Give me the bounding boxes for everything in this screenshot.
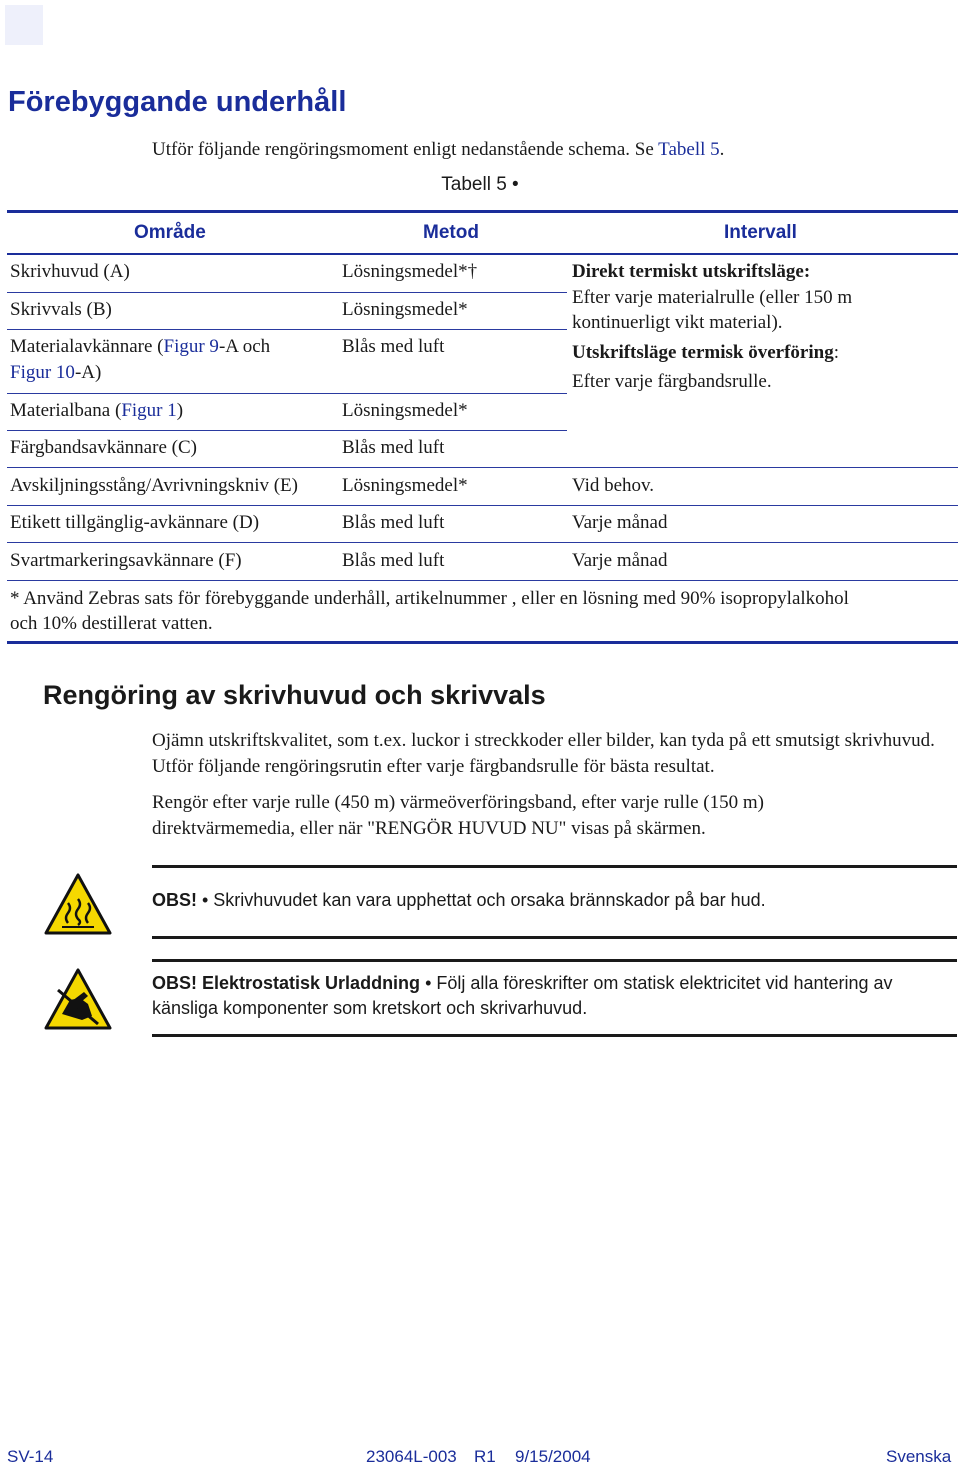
- area-cell: Skrivhuvud (A): [10, 261, 130, 282]
- method-cell: Blås med luft: [342, 437, 445, 458]
- caution-electrostatic: OBS! Elektrostatisk Urladdning • Följ alla föreskrifter om statisk elektricitet vid hantering av känsliga komponenter som kretskort och skrivarhuvud.: [152, 973, 893, 1018]
- interval-transfer-text: Efter varje färgbandsrulle.: [572, 371, 772, 392]
- footer-page-number: SV-14: [7, 1447, 54, 1466]
- caution-bottom-rule: [152, 936, 957, 939]
- caution-hot-printhead: OBS! • Skrivhuvudet kan vara upphettat och orsaka brännskador på bar hud.: [152, 890, 766, 910]
- table-header-rule: [7, 253, 958, 255]
- footer-revision: R1: [474, 1447, 496, 1466]
- method-cell: Lösningsmedel*: [342, 400, 468, 421]
- row-rule: [7, 430, 567, 431]
- row-rule: [7, 505, 958, 506]
- area-cell: Skrivvals (B): [10, 299, 112, 320]
- esd-icon: [44, 968, 112, 1035]
- section-paragraph-2: Rengör efter varje rulle (450 m) värmeöverföringsband, efter varje rulle (150 m) direktvärmemedia, eller när "RENGÖR HUVUD NU" visas på skärmen.: [152, 792, 764, 839]
- table-footnote-line1: * Använd Zebras sats för förebyggande underhåll, artikelnummer , eller en lösning med 90% isopropylalkohol: [10, 588, 849, 609]
- row-rule: [7, 467, 958, 468]
- column-header-method: Metod: [423, 222, 479, 243]
- table-top-rule: [7, 210, 958, 213]
- row-rule: [7, 542, 958, 543]
- method-cell: Lösningsmedel*: [342, 299, 468, 320]
- table-link[interactable]: Tabell 5: [658, 139, 720, 160]
- interval-as-needed: Vid behov.: [572, 475, 655, 496]
- page-tab-marker: [5, 5, 43, 45]
- method-cell: Blås med luft: [342, 550, 445, 571]
- area-cell: Etikett tillgänglig-avkännare (D): [10, 512, 260, 533]
- row-rule: [7, 329, 567, 330]
- area-cell: Avskiljningsstång/Avrivningskniv (E): [10, 475, 298, 496]
- page-title: Förebyggande underhåll: [8, 86, 347, 118]
- area-cell: Färgbandsavkännare (C): [10, 437, 197, 458]
- interval-direct-line2: kontinuerligt vikt material).: [572, 312, 783, 333]
- footer-doc-number: 23064L-003: [366, 1447, 457, 1466]
- caution-top-rule: [152, 865, 957, 868]
- intro-text: Utför följande rengöringsmoment enligt nedanstående schema. Se Tabell 5.: [152, 139, 725, 160]
- table-bottom-rule: [7, 641, 958, 644]
- area-cell: Svartmarkeringsavkännare (F): [10, 550, 242, 571]
- section-paragraph-1: Ojämn utskriftskvalitet, som t.ex. luckor i streckkoder eller bilder, kan tyda på ett smutsigt skrivhuvud. Utför följande rengöringsrutin efter varje färgbandsrulle för bästa resultat.: [152, 730, 935, 777]
- interval-transfer-title: Utskriftsläge termisk överföring:: [572, 342, 839, 363]
- area-cell: Materialavkännare (Figur 9-A och: [10, 336, 271, 357]
- column-header-area: Område: [134, 222, 206, 243]
- row-rule: [7, 580, 958, 581]
- interval-direct-title: Direkt termiskt utskriftsläge:: [572, 261, 811, 282]
- column-header-interval: Intervall: [724, 222, 797, 243]
- area-cell: Materialbana (Figur 1): [10, 400, 184, 421]
- hot-surface-icon: [44, 873, 112, 940]
- footer-date: 9/15/2004: [515, 1447, 591, 1466]
- figure-link[interactable]: Figur 1: [121, 400, 177, 421]
- method-cell: Blås med luft: [342, 512, 445, 533]
- caution-bottom-rule: [152, 1034, 957, 1037]
- method-cell: Blås med luft: [342, 336, 445, 357]
- area-cell-continued: Figur 10-A): [10, 362, 102, 383]
- table-footnote-line2: och 10% destillerat vatten.: [10, 613, 213, 634]
- figure-link[interactable]: Figur 9: [163, 336, 219, 357]
- row-rule: [7, 292, 567, 293]
- interval-direct-line1: Efter varje materialrulle (eller 150 m: [572, 287, 853, 308]
- section-heading: Rengöring av skrivhuvud och skrivvals: [43, 680, 546, 710]
- caution-top-rule: [152, 959, 957, 962]
- table-caption: Tabell 5 •: [441, 174, 519, 195]
- row-rule: [7, 393, 567, 394]
- footer-language: Svenska: [886, 1447, 952, 1466]
- method-cell: Lösningsmedel*: [342, 475, 468, 496]
- method-cell: Lösningsmedel*†: [342, 261, 478, 282]
- interval-monthly: Varje månad: [572, 550, 668, 571]
- figure-link[interactable]: Figur 10: [10, 362, 75, 383]
- interval-monthly: Varje månad: [572, 512, 668, 533]
